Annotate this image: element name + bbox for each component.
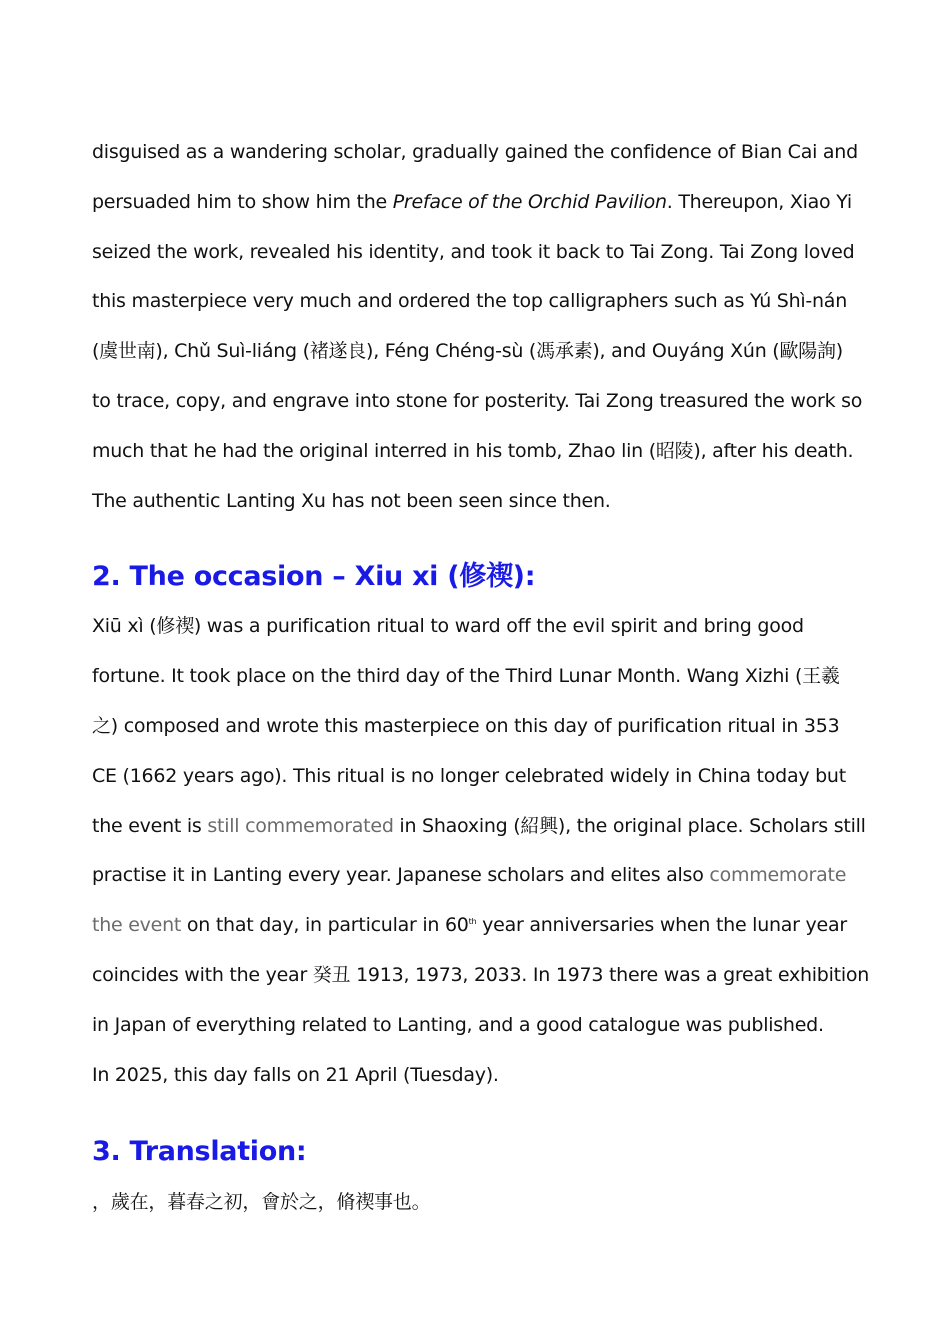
text-run: practise it in Lanting every year. Japanese scholars and elites also [92, 864, 710, 887]
text-line [92, 802, 866, 852]
text-line [92, 178, 862, 228]
text-line [92, 901, 862, 951]
text-line: In 2025, this day falls on 21 April (Tuesday). [92, 1063, 499, 1086]
text-line: 之) composed and wrote this masterpiece on this day of purification ritual in 353 [92, 714, 840, 737]
text-line: seized the work, revealed his identity, and took it back to Tai Zong. Tai Zong loved [92, 240, 855, 263]
text-line: CE (1662 years ago). This ritual is no longer celebrated widely in China today but [92, 764, 846, 787]
text-run: in Shaoxing (紹興), the original place. Scholars still [393, 814, 866, 837]
highlighted-phrase: still commemorated [207, 814, 394, 837]
text-run: persuaded him to show him the [92, 190, 393, 213]
text-line: this masterpiece very much and ordered the top calligraphers such as Yú Shì-nán [92, 290, 847, 313]
text-run: on that day, in particular in 60 [181, 914, 469, 937]
text-line: fortune. It took place on the third day of the Third Lunar Month. Wang Xizhi (王羲 [92, 665, 840, 688]
text-line: much that he had the original interred in his tomb, Zhao lin (昭陵), after his death. [92, 439, 854, 462]
section-2-paragraph [92, 602, 870, 1100]
text-line [92, 851, 862, 901]
text-line: The authentic Lanting Xu has not been seen since then. [92, 489, 611, 512]
book-title: Preface of the Orchid Pavilion [392, 190, 667, 213]
translation-text: ，歲在，暮春之初，會於之，脩禊事也。 [92, 1191, 431, 1214]
text-line: Xiū xì (修禊) was a purification ritual to ward off the evil spirit and bring good [92, 615, 804, 638]
text-run: the event is [92, 814, 208, 837]
text-line: (虞世南), Chǔ Suì-liáng (褚遂良), Féng Chéng-sù (馮承素), and Ouyáng Xún (歐陽詢) [92, 340, 843, 363]
section-heading-translation: 3. Translation: [92, 1136, 307, 1168]
text-line: to trace, copy, and engrave into stone for posterity. Tai Zong treasured the work so [92, 389, 863, 412]
text-run: year anniversaries when the lunar year [476, 914, 847, 937]
highlighted-phrase: the event [92, 914, 182, 937]
ordinal-suffix: th [468, 917, 477, 927]
text-line: disguised as a wandering scholar, gradually gained the confidence of Bian Cai and [92, 141, 858, 163]
section-1-paragraph [92, 128, 862, 526]
document-page [92, 128, 870, 1227]
text-run: . Thereupon, Xiao Yi [666, 190, 852, 213]
text-line: coincides with the year 癸丑 1913, 1973, 2033. In 1973 there was a great exhibition [92, 963, 870, 986]
text-line: in Japan of everything related to Lanting, and a good catalogue was published. [92, 1013, 824, 1036]
section-heading-occasion: 2. The occasion – Xiu xi (修禊): [92, 561, 536, 593]
highlighted-phrase: commemorate [709, 864, 847, 887]
